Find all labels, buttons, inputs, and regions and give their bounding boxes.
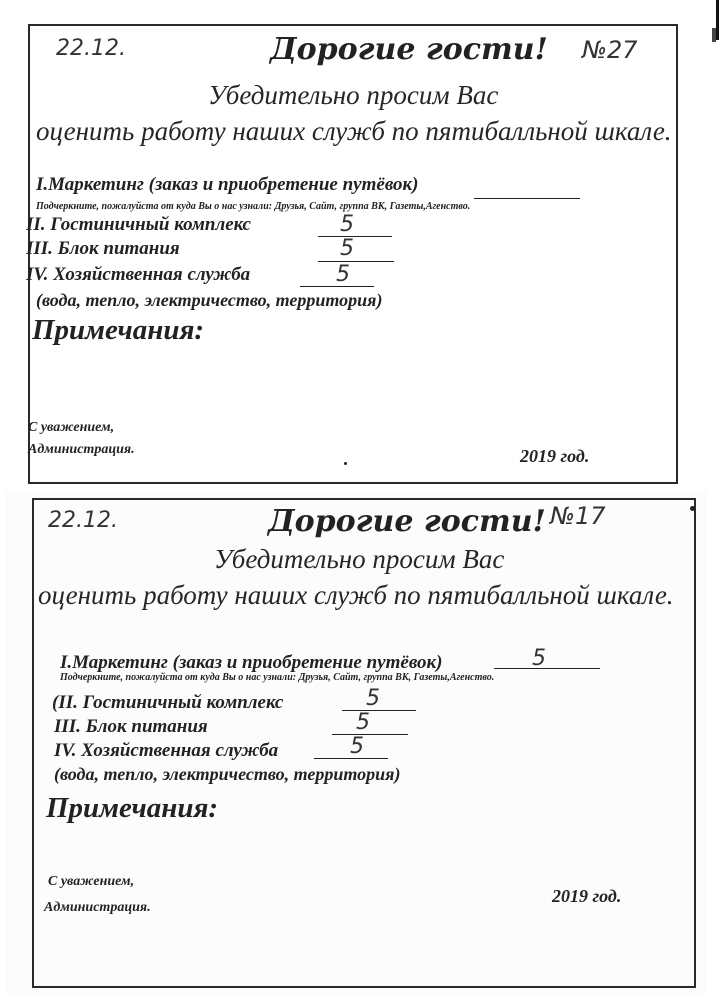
year-text: 2019 год. [520, 446, 590, 466]
item-hotel-score: 5 [366, 686, 380, 711]
handwritten-date: 22.12. [56, 36, 126, 61]
request-line-1: Убедительно просим Вас [208, 80, 499, 110]
item-food-score: 5 [340, 236, 354, 261]
feedback-card-2 [6, 490, 706, 996]
request-line-2: оценить работу наших служб по пятибалльной шкале. [38, 580, 674, 610]
handwritten-date: 22.12. [48, 508, 118, 533]
item-food-score-line [318, 261, 394, 262]
item-food-score-line [332, 734, 408, 735]
greeting-title: Дорогие гости! [268, 504, 546, 539]
item-food-label: III. Блок питания [26, 238, 180, 259]
notes-label: Примечания: [46, 792, 219, 824]
item-hotel-score-line [318, 236, 392, 237]
request-line-1: Убедительно просим Вас [214, 544, 505, 574]
item-marketing-label: I.Маркетинг (заказ и приобретение путёвок) [60, 652, 443, 673]
greeting-title: Дорогие гости! [270, 32, 548, 67]
item-household-score: 5 [336, 262, 350, 287]
utilities-note: (вода, тепло, электричество, территория) [36, 290, 383, 310]
feedback-card-1 [22, 18, 714, 486]
item-household-score: 5 [350, 734, 364, 759]
item-household-label: IV. Хозяйственная служба [54, 740, 279, 761]
item-marketing-score-line [474, 198, 580, 199]
year-text: 2019 год. [552, 886, 622, 906]
administration-text: Администрация. [44, 900, 151, 915]
regards-text: С уважением, [28, 420, 115, 435]
item-hotel-score: 5 [340, 212, 354, 237]
item-marketing-score: 5 [532, 646, 546, 671]
item-food-label: III. Блок питания [54, 716, 208, 737]
item-hotel-label: II. Гостиничный комплекс [26, 214, 251, 235]
item-marketing-label: I.Маркетинг (заказ и приобретение путёвок) [36, 174, 419, 195]
administration-text: Администрация. [28, 442, 135, 457]
item-food-score: 5 [356, 710, 370, 735]
utilities-note: (вода, тепло, электричество, территория) [54, 764, 401, 784]
request-line-2: оценить работу наших служб по пятибалльной шкале. [36, 116, 672, 146]
scan-edge-mark [716, 0, 719, 40]
handwritten-number: №27 [582, 36, 638, 64]
item-household-label: IV. Хозяйственная служба [26, 264, 251, 285]
handwritten-number: №17 [550, 502, 606, 530]
item-hotel-label: (II. Гостиничный комплекс [52, 692, 284, 713]
item-marketing-score-line [494, 668, 600, 669]
source-hint: Подчеркните, пожалуйста от куда Вы о нас узнали: Друзья, Сайт, группа ВК, Газеты,Агенство. [36, 201, 471, 212]
regards-text: С уважением, [48, 874, 135, 889]
notes-label: Примечания: [32, 314, 205, 346]
source-hint: Подчеркните, пожалуйста от куда Вы о нас узнали: Друзья, Сайт, группа ВК, Газеты,Агенство. [60, 672, 495, 683]
scan-speck [690, 506, 695, 511]
scan-speck [344, 462, 347, 465]
